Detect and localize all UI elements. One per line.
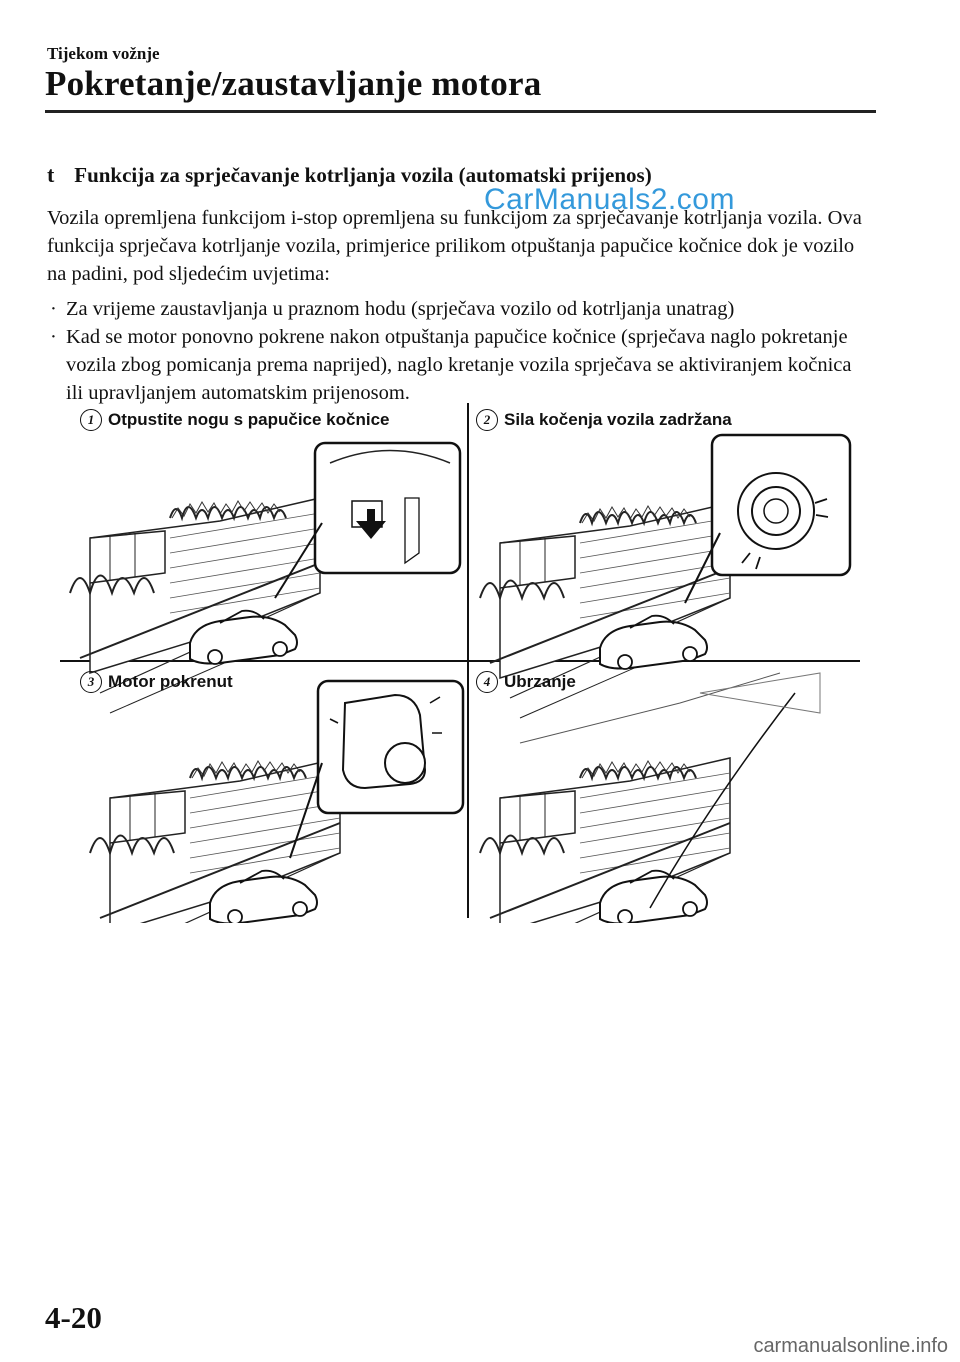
panel-1-label: 1 Otpustite nogu s papučice kočnice — [80, 409, 390, 431]
panel-4-scene — [480, 673, 820, 923]
section-marker: t — [47, 162, 55, 187]
panel-4-label: 4 Ubrzanje — [476, 671, 576, 693]
panel-2-label: 2 Sila kočenja vozila zadržana — [476, 409, 732, 431]
list-item: · Kad se motor ponovno pokrene nakon otpuštanja papučice kočnice (sprječava naglo pokretanje vozila zbog pomicanja prema naprijed), naglo kretanje vozila sprječava se aktiviranjem kočnica ili upravljanjem automatskim prijenosom. — [50, 326, 852, 404]
list-item: · Za vrijeme zaustavljanja u praznom hodu (sprječava vozilo od kotrljanja unatrag) — [50, 298, 735, 320]
page-title: Pokretanje/zaustavljanje motora — [45, 64, 542, 103]
page-number: 4-20 — [45, 1300, 102, 1335]
panel-3-label: 3 Motor pokrenut — [80, 671, 233, 693]
condition-list — [47, 295, 867, 407]
panel-3-scene — [90, 681, 463, 923]
title-rule — [45, 110, 876, 113]
illustration-svg — [60, 403, 860, 923]
footer-site: carmanualsonline.info — [753, 1335, 948, 1357]
intro-paragraph: Vozila opremljena funkcijom i-stop opremljena su funkcijom za sprječavanje kotrljanja vozila. Ova funkcija sprječava kotrljanje vozila, primjerice prilikom otpuštanja papučice kočnice dok je vozilo na padini, pod sljedećim uvjetima: — [47, 207, 862, 285]
chapter-label: Tijekom vožnje — [47, 44, 160, 63]
watermark-logo: CarManuals2.com — [484, 183, 735, 216]
illustration-figure — [60, 403, 860, 923]
section-heading-text: Funkcija za sprječavanje kotrljanja vozila (automatski prijenos) — [74, 163, 652, 187]
